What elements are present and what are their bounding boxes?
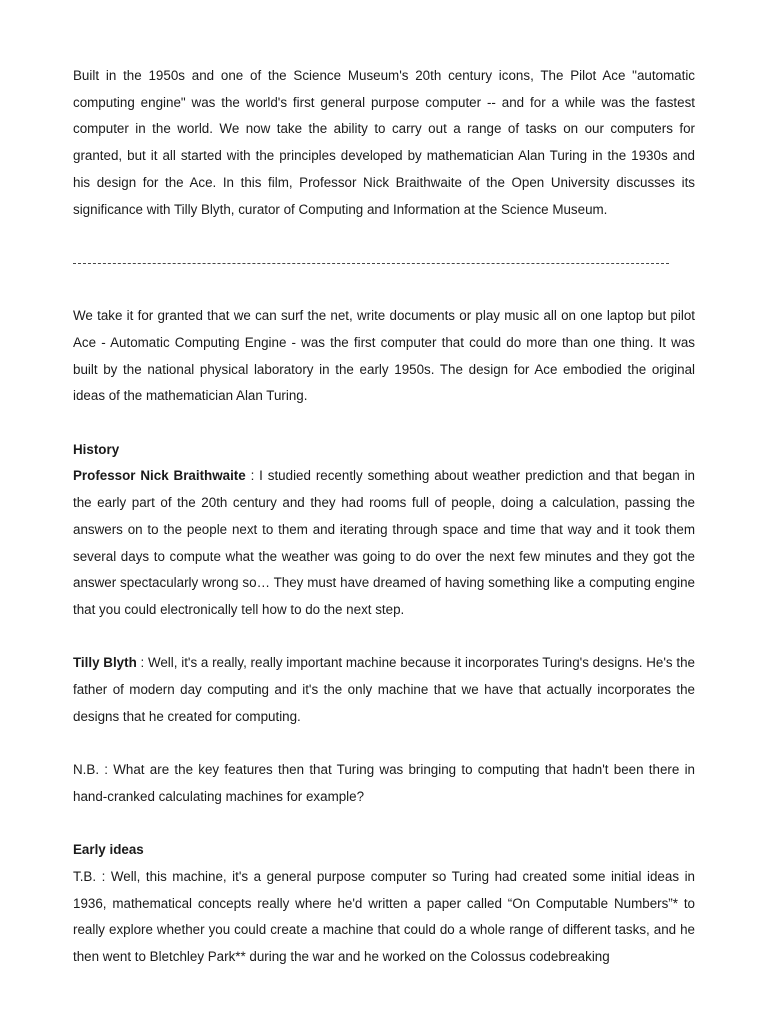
speech-text: : Well, it's a really, really important machine because it incorporates Turing's designs. He's the father of modern day computing and it's the only machine that we have that actually incorporates the designs that he created for computing. — [73, 655, 695, 724]
spacer — [73, 811, 695, 838]
spacer — [73, 624, 695, 651]
history-paragraph-braithwaite — [73, 463, 695, 623]
section-heading-early-ideas: Early ideas — [73, 842, 144, 858]
spacer — [73, 223, 695, 250]
spacer — [73, 410, 695, 437]
speaker-name: Professor Nick Braithwaite — [73, 468, 246, 484]
dashed-separator — [73, 250, 695, 277]
spacer — [73, 277, 695, 304]
history-paragraph-blyth — [73, 650, 695, 730]
speaker-name: Tilly Blyth — [73, 655, 137, 671]
history-paragraph-question: N.B. : What are the key features then that Turing was bringing to computing that hadn't been there in hand-cranked calculating machines for example? — [73, 762, 695, 804]
document-page — [73, 63, 695, 971]
early-ideas-paragraph: T.B. : Well, this machine, it's a general purpose computer so Turing had created some initial ideas in 1936, mathematical concepts really where he'd written a paper called “On Computable Numbers”* to really explore whether you could create a machine that could do a whole range of different tasks, and he then went to Bletchley Park** during the war and he worked on the Colossus codebreaking — [73, 868, 695, 965]
spacer — [73, 731, 695, 758]
section-heading-history: History — [73, 441, 120, 457]
summary-paragraph: We take it for granted that we can surf the net, write documents or play music all on one laptop but pilot Ace - Automatic Computing Engine - was the first computer that could do more than one thing. It was built by the national physical laboratory in the early 1950s. The design for Ace embodied the original ideas of the mathematician Alan Turing. — [73, 308, 695, 404]
speech-text: : I studied recently something about weather prediction and that began in the early part of the 20th century and they had rooms full of people, doing a calculation, passing the answers on to the people next to them and iterating through space and time that way and it took them several days to compute what the weather was going to do over the next few minutes and they got the answer spectacularly wrong so… They must have dreamed of having something like a computing engine that you could electronically tell how to do the next step. — [73, 468, 695, 617]
intro-paragraph: Built in the 1950s and one of the Science Museum's 20th century icons, The Pilot Ace "automatic computing engine" was the world's first general purpose computer -- and for a while was the fastest computer in the world. We now take the ability to carry out a range of tasks on our computers for granted, but it all started with the principles developed by mathematician Alan Turing in the 1930s and his design for the Ace. In this film, Professor Nick Braithwaite of the Open University discusses its significance with Tilly Blyth, curator of Computing and Information at the Science Museum. — [73, 68, 695, 217]
